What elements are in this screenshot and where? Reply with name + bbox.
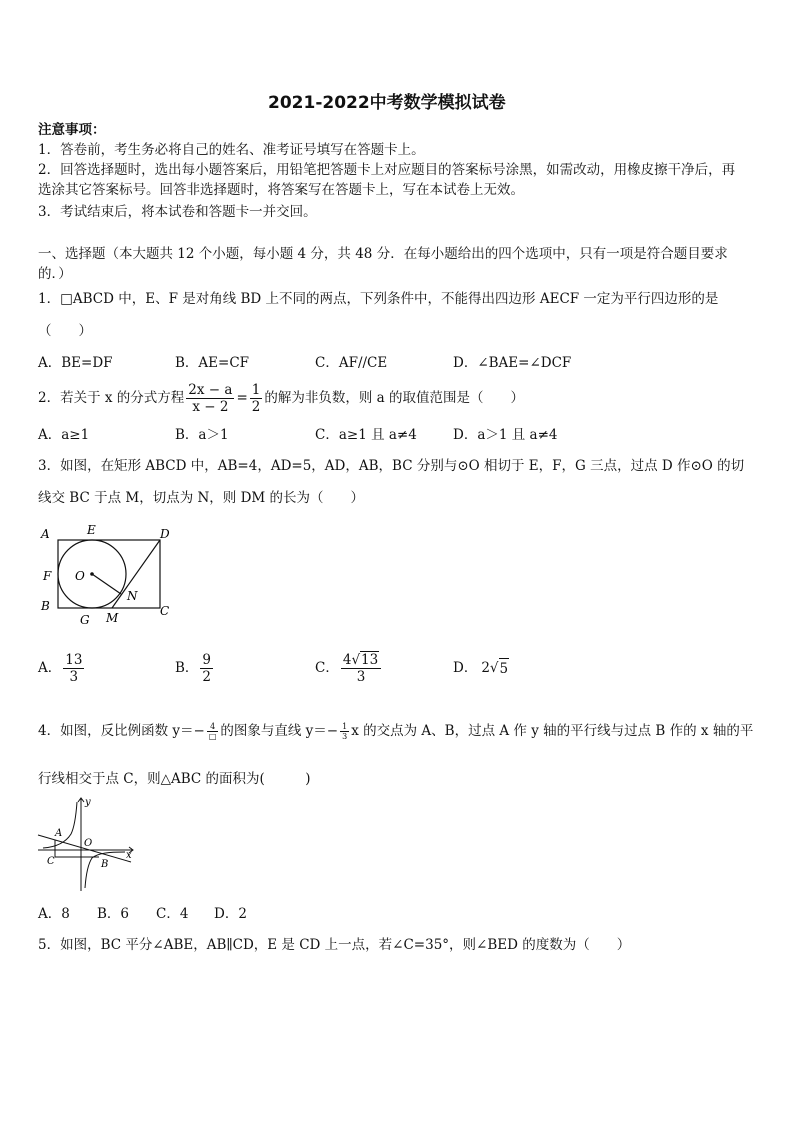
q3-option-b bbox=[175, 648, 215, 688]
q2-fraction-lhs bbox=[186, 382, 234, 415]
q3-rectangle bbox=[58, 540, 160, 608]
q2-equals: = bbox=[236, 390, 248, 406]
q3-label-a: A bbox=[41, 527, 50, 541]
q3-label-f: F bbox=[43, 569, 52, 583]
q4-frac1-den: □ bbox=[208, 731, 217, 741]
q2-pre: 2．若关于 x 的分式方程 bbox=[38, 390, 185, 406]
section-heading-cont: 的．） bbox=[38, 266, 72, 282]
q3-option-b-label: B． bbox=[175, 660, 199, 676]
q4-frac1-num: 4 bbox=[207, 722, 219, 732]
q3-stem-line1: 3．如图，在矩形 ABCD 中，AB=4，AD=5，AD，AB，BC 分别与⊙O 相切于 E，F，G 三点，过点 D 作⊙O 的切 bbox=[38, 458, 745, 474]
q3-label-m: M bbox=[106, 611, 119, 625]
q4-option-d: D．2 bbox=[214, 906, 247, 922]
q4-label-x: x bbox=[126, 850, 132, 861]
q4-label-b: B bbox=[101, 859, 109, 870]
q3-option-a-fraction bbox=[63, 652, 84, 685]
q3-label-c: C bbox=[160, 604, 170, 618]
q2-frac1-den: x − 2 bbox=[192, 398, 229, 415]
notice-item-3: 3．考试结束后，将本试卷和答题卡一并交回。 bbox=[38, 204, 317, 220]
q3-figure bbox=[35, 520, 175, 630]
q4-label-c: C bbox=[47, 856, 55, 867]
q3-option-b-den: 2 bbox=[202, 668, 212, 685]
page-title: 2021-2022中考数学模拟试卷 bbox=[268, 93, 506, 113]
q4-option-a: A．8 bbox=[38, 906, 70, 922]
q1-option-b: B．AE=CF bbox=[175, 355, 250, 371]
q4-label-a: A bbox=[55, 828, 63, 839]
q1-paren: （ ） bbox=[38, 323, 92, 339]
q3-radius-on bbox=[92, 574, 121, 594]
q2-option-b: B．a＞1 bbox=[175, 427, 229, 443]
q3-option-d-coef: 2 bbox=[481, 660, 490, 676]
q4-label-y: y bbox=[85, 797, 91, 808]
q3-label-g: G bbox=[80, 613, 90, 627]
q2-frac2-den: 2 bbox=[251, 398, 261, 415]
section-heading: 一、选择题（本大题共 12 个小题，每小题 4 分，共 48 分．在每小题给出的四个选项中，只有一项是符合题目要求 bbox=[38, 246, 728, 262]
q4-post: x 的交点为 A、B，过点 A 作 y 轴的平行线与过点 B 作的 x 轴的平 bbox=[351, 723, 754, 739]
q1-stem: 1．□ABCD 中，E、F 是对角线 BD 上不同的两点，下列条件中，不能得出四边形 AECF 一定为平行四边形的是 bbox=[38, 291, 719, 307]
q2-option-d: D．a＞1 且 a≠4 bbox=[453, 427, 558, 443]
q2-stem bbox=[38, 380, 524, 416]
q3-option-c-fraction bbox=[341, 652, 381, 685]
q4-fraction-1 bbox=[207, 722, 219, 741]
q4-fraction-2 bbox=[340, 722, 349, 741]
q1-option-c: C．AF//CE bbox=[315, 355, 388, 371]
q3-option-d-radicand: 5 bbox=[499, 658, 510, 679]
q3-option-c-num: 4√13 bbox=[341, 652, 381, 669]
q4-figure bbox=[35, 792, 140, 894]
q1-option-a: A．BE=DF bbox=[38, 355, 113, 371]
q4-option-c: C．4 bbox=[156, 906, 189, 922]
q2-post: 的解为非负数，则 a 的取值范围是（ ） bbox=[264, 390, 524, 406]
q3-option-a-num: 13 bbox=[65, 651, 83, 668]
q3-option-a-den: 3 bbox=[69, 668, 79, 685]
q4-option-b: B．6 bbox=[97, 906, 130, 922]
q3-option-a-label: A． bbox=[38, 660, 62, 676]
q3-option-c-coef: 4 bbox=[342, 651, 352, 668]
notice-item-1: 1．答卷前，考生务必将自己的姓名、准考证号填写在答题卡上。 bbox=[38, 142, 425, 158]
notice-heading: 注意事项： bbox=[38, 122, 106, 138]
q4-mid: 的图象与直线 y＝− bbox=[220, 723, 339, 739]
q4-stem-line2: 行线相交于点 C，则△ABC 的面积为( ) bbox=[38, 771, 311, 787]
q4-label-o: O bbox=[84, 838, 93, 849]
q2-fraction-rhs bbox=[250, 382, 263, 415]
q2-frac2-num: 1 bbox=[251, 381, 261, 398]
q3-option-c bbox=[315, 648, 383, 688]
q4-frac2-num: 1 bbox=[342, 721, 348, 731]
q4-stem-line1 bbox=[38, 718, 753, 744]
q3-label-e: E bbox=[87, 523, 96, 537]
q5-stem: 5．如图，BC 平分∠ABE，AB∥CD，E 是 CD 上一点，若∠C=35°，则∠BED 的度数为（ ） bbox=[38, 937, 631, 953]
q3-option-d-label: D． bbox=[453, 660, 478, 676]
q3-label-b: B bbox=[41, 599, 50, 613]
q2-frac1-num: 2x − a bbox=[188, 381, 233, 398]
notice-item-2: 2．回答选择题时，选出每小题答案后，用铅笔把答题卡上对应题目的答案标号涂黑，如需改动，用橡皮擦干净后，再 bbox=[38, 162, 736, 178]
q2-option-a: A．a≥1 bbox=[38, 427, 90, 443]
q1-option-d: D．∠BAE=∠DCF bbox=[453, 355, 572, 371]
q3-option-d: D． 2 √ 5 bbox=[453, 648, 509, 688]
q3-center-dot bbox=[90, 572, 94, 576]
q3-option-c-den: 3 bbox=[356, 668, 366, 685]
q4-pre: 4．如图，反比例函数 y＝− bbox=[38, 723, 205, 739]
q3-option-a bbox=[38, 648, 86, 688]
q3-label-n: N bbox=[127, 589, 138, 603]
q2-option-c: C．a≥1 且 a≠4 bbox=[315, 427, 417, 443]
q3-option-c-label: C． bbox=[315, 660, 339, 676]
q3-stem-line2: 线交 BC 于点 M，切点为 N，则 DM 的长为（ ） bbox=[38, 490, 365, 506]
q3-option-b-fraction bbox=[200, 652, 213, 685]
q4-frac2-den: 3 bbox=[342, 731, 348, 741]
q3-option-c-radicand: 13 bbox=[361, 651, 379, 668]
notice-item-2-cont: 选涂其它答案标号。回答非选择题时，将答案写在答题卡上，写在本试卷上无效。 bbox=[38, 182, 524, 198]
q3-label-o: O bbox=[75, 569, 85, 583]
q3-label-d: D bbox=[160, 527, 170, 541]
q3-option-b-num: 9 bbox=[202, 651, 212, 668]
